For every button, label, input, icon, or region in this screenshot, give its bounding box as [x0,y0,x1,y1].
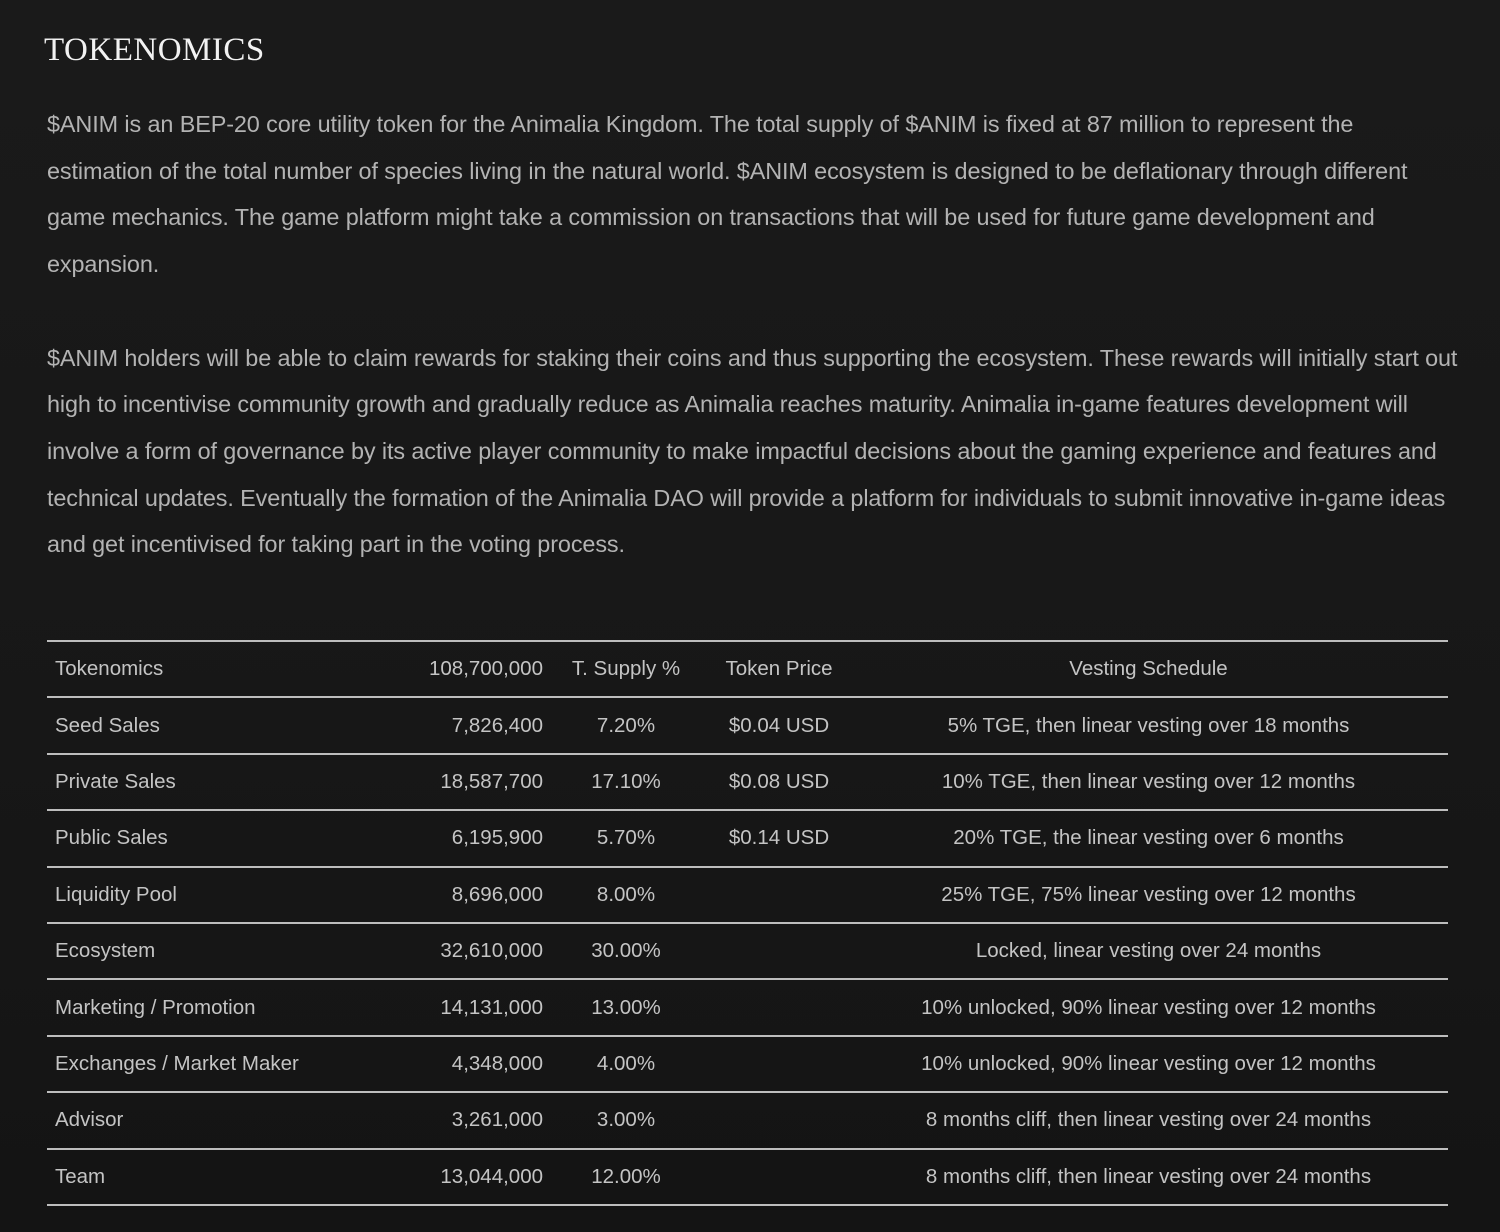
allocation-token-price [709,1092,849,1148]
table-row [47,867,1448,923]
intro-text [47,101,1462,568]
allocation-amount: 32,610,000 [440,939,543,963]
allocation-vesting: 8 months cliff, then linear vesting over 24 months [925,1164,1372,1188]
table-row [47,1149,1448,1205]
allocation-amount: 6,195,900 [451,826,543,850]
table-row [47,810,1448,866]
allocation-vesting: 5% TGE, then linear vesting over 18 months [947,713,1350,737]
allocation-supply-percent: 8.00% [596,882,656,906]
allocation-supply-percent: 30.00% [591,939,661,963]
header-supply-percent: T. Supply % [571,657,681,681]
table-row [47,1036,1448,1092]
allocation-token-price: $0.04 USD [728,713,830,737]
intro-paragraph: $ANIM is an BEP-20 core utility token for the Animalia Kingdom. The total supply of $ANIM is fixed at 87 million to represent the estimation of the total number of species living in the natural world. $ANIM ecosystem is designed to be deflationary through different game mechanics. The game platform might take a commission on transactions that will be used for future game development and expansion. [47,111,1408,278]
allocation-name: Seed Sales [55,713,160,737]
table-row [47,1092,1448,1148]
header-vesting-schedule: Vesting Schedule [1069,657,1228,681]
table-row [47,754,1448,810]
allocation-amount: 8,696,000 [451,882,543,906]
allocation-vesting: 20% TGE, the linear vesting over 6 months [953,826,1344,850]
allocation-amount: 14,131,000 [440,995,543,1019]
allocation-name: Team [55,1164,106,1188]
allocation-vesting: 10% unlocked, 90% linear vesting over 12 months [921,995,1376,1019]
table-row [47,697,1448,753]
allocation-vesting: 10% TGE, then linear vesting over 12 months [941,769,1356,793]
header-total-supply: 108,700,000 [428,657,543,681]
allocation-name: Private Sales [55,769,176,793]
table-row [47,923,1448,979]
allocation-vesting: 8 months cliff, then linear vesting over 24 months [925,1108,1372,1132]
allocation-vesting: 10% unlocked, 90% linear vesting over 12 months [921,1051,1376,1075]
allocation-vesting: 25% TGE, 75% linear vesting over 12 months [941,882,1356,906]
allocation-name: Public Sales [55,826,168,850]
allocation-supply-percent: 3.00% [596,1108,656,1132]
allocation-supply-percent: 5.70% [596,826,656,850]
allocation-name: Marketing / Promotion [55,995,256,1019]
allocation-name: Advisor [55,1108,124,1132]
allocation-name: Ecosystem [55,939,156,963]
allocation-supply-percent: 13.00% [591,995,661,1019]
allocation-token-price: $0.08 USD [728,769,830,793]
allocation-supply-percent: 7.20% [596,713,656,737]
allocation-token-price [709,1149,849,1205]
allocation-token-price: $0.14 USD [728,826,830,850]
allocation-token-price [709,867,849,923]
allocation-name: Exchanges / Market Maker [55,1051,299,1075]
allocation-amount: 3,261,000 [451,1108,543,1132]
table-header-row [47,641,1448,697]
tokenomics-table [47,640,1448,1206]
allocation-name: Liquidity Pool [55,882,177,906]
page-title: TOKENOMICS [44,32,265,68]
allocation-supply-percent: 12.00% [591,1164,661,1188]
table-row [47,979,1448,1035]
allocation-token-price [709,1036,849,1092]
header-tokenomics: Tokenomics [55,657,164,681]
allocation-token-price [709,923,849,979]
allocation-token-price [709,979,849,1035]
allocation-amount: 13,044,000 [440,1164,543,1188]
allocation-vesting: Locked, linear vesting over 24 months [975,939,1322,963]
allocation-amount: 4,348,000 [451,1051,543,1075]
intro-paragraph: $ANIM holders will be able to claim rewards for staking their coins and thus supporting the ecosystem. These rewards will initially start out high to incentivise community growth and gradually reduce as Animalia reaches maturity. Animalia in-game features development will involve a form of governance by its active player community to make impactful decisions about the gaming experience and features and technical updates. Eventually the formation of the Animalia DAO will provide a platform for individuals to submit innovative in-game ideas and get incentivised for taking part in the voting process. [47,344,1458,558]
header-token-price: Token Price [725,657,833,681]
allocation-amount: 7,826,400 [451,713,543,737]
allocation-supply-percent: 4.00% [596,1051,656,1075]
allocation-supply-percent: 17.10% [591,769,661,793]
allocation-amount: 18,587,700 [440,769,543,793]
